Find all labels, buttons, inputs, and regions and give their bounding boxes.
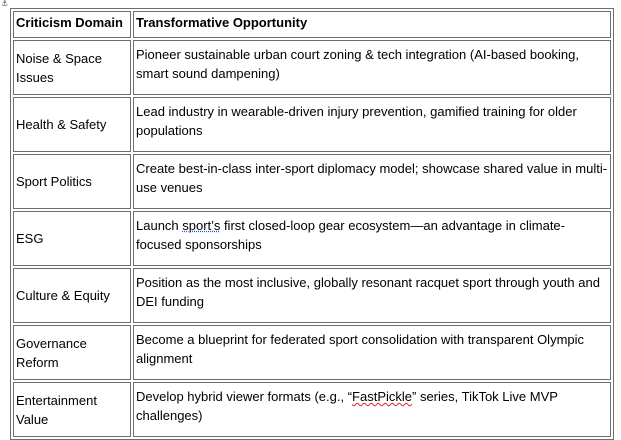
header-transformative-opportunity: Transformative Opportunity (133, 11, 611, 38)
domain-cell: Noise & Space Issues (13, 40, 131, 95)
table-row (13, 154, 611, 209)
domain-cell: Sport Politics (13, 154, 131, 209)
table-row (13, 97, 611, 152)
opportunity-text-start: Launch (136, 218, 183, 233)
table-row (13, 40, 611, 95)
header-criticism-domain: Criticism Domain (13, 11, 131, 38)
opportunity-text-start: Develop hybrid viewer formats (e.g., “ (136, 389, 353, 404)
opportunity-cell: Create best-in-class inter-sport diplomacy model; showcase shared value in multi-use venues (133, 154, 611, 209)
domain-cell: ESG (13, 211, 131, 266)
table-row (13, 268, 611, 323)
opportunity-cell (133, 211, 611, 266)
table-header-row (13, 11, 611, 38)
anchor-icon: ⚓ (1, 0, 9, 8)
domain-cell: Culture & Equity (13, 268, 131, 323)
opportunity-text-end: ” series, TikTok Live MVP challenges) (136, 389, 558, 423)
opportunity-text-end: first closed-loop gear ecosystem—an advantage in climate-focused sponsorships (136, 218, 565, 252)
domain-cell: Entertainment Value (13, 382, 131, 437)
criticism-opportunity-table (10, 8, 614, 440)
opportunity-cell: Become a blueprint for federated sport consolidation with transparent Olympic alignment (133, 325, 611, 380)
table-row (13, 325, 611, 380)
spelling-flagged-word[interactable]: FastPickle (352, 389, 412, 404)
grammar-flagged-word[interactable]: sport’s (182, 218, 221, 233)
table-row (13, 211, 611, 266)
opportunity-cell: Position as the most inclusive, globally resonant racquet sport through youth and DEI funding (133, 268, 611, 323)
domain-cell: Health & Safety (13, 97, 131, 152)
opportunity-cell: Pioneer sustainable urban court zoning & tech integration (AI-based booking, smart sound dampening) (133, 40, 611, 95)
domain-cell: Governance Reform (13, 325, 131, 380)
opportunity-cell: Lead industry in wearable-driven injury prevention, gamified training for older populations (133, 97, 611, 152)
